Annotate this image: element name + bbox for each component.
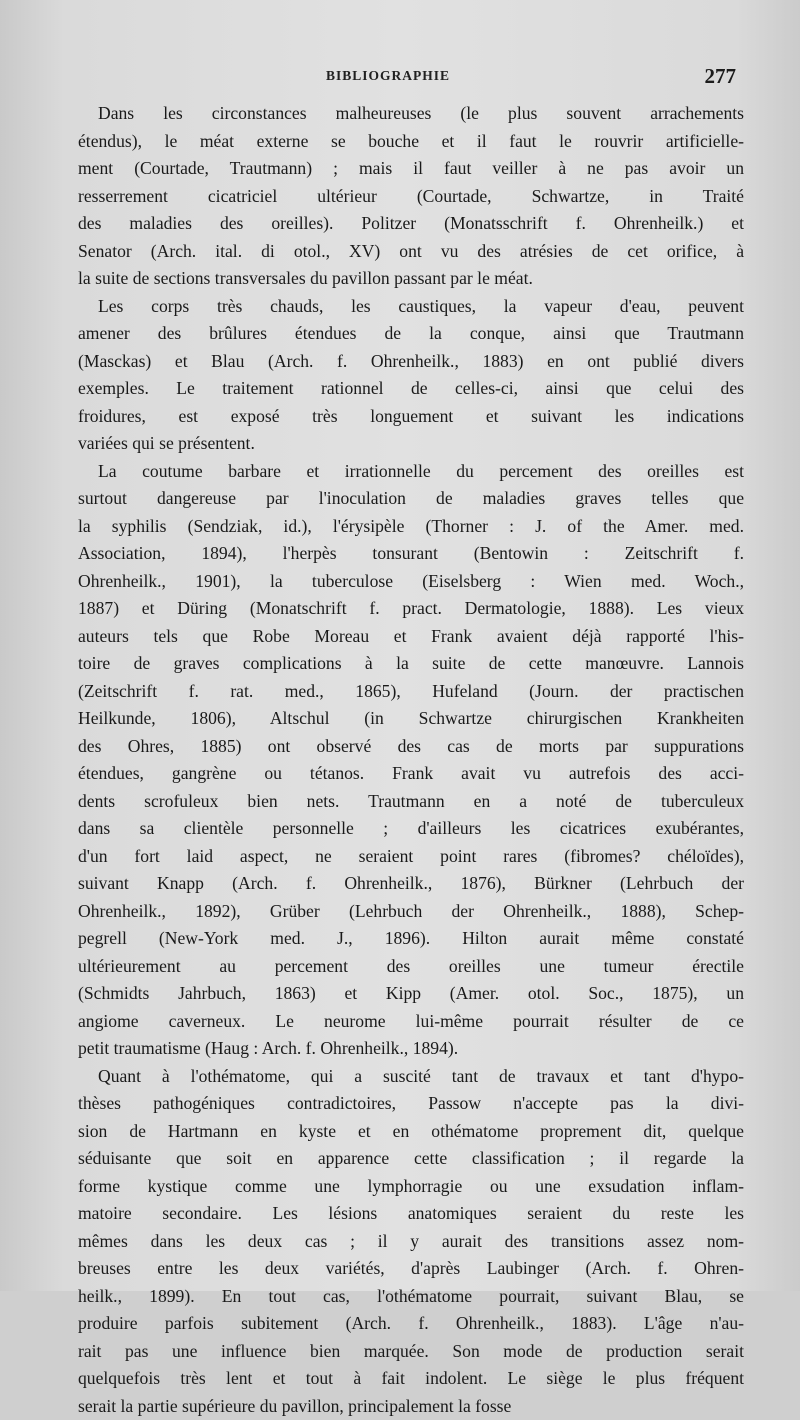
text-line: la syphilis (Sendziak, id.), l'érysipèle (Thorner : J. of the Amer. med. xyxy=(78,513,744,541)
text-line: suivant Knapp (Arch. f. Ohrenheilk., 1876), Bürkner (Lehrbuch der xyxy=(78,870,744,898)
text-line: forme kystique comme une lymphorragie ou une exsudation inflam- xyxy=(78,1173,744,1201)
text-line: (Masckas) et Blau (Arch. f. Ohrenheilk., 1883) en ont publié divers xyxy=(78,348,744,376)
text-line: serait la partie supérieure du pavillon, principalement la fosse xyxy=(78,1393,744,1420)
text-line: Association, 1894), l'herpès tonsurant (Bentowin : Zeitschrift f. xyxy=(78,540,744,568)
text-line: breuses entre les deux variétés, d'après Laubinger (Arch. f. Ohren- xyxy=(78,1255,744,1283)
text-line: dents scrofuleux bien nets. Trautmann en a noté de tuberculeux xyxy=(78,788,744,816)
text-line: ment (Courtade, Trautmann) ; mais il faut veiller à ne pas avoir un xyxy=(78,155,744,183)
text-line: d'un fort laid aspect, ne seraient point rares (fibromes? chéloïdes), xyxy=(78,843,744,871)
page-header xyxy=(80,64,740,92)
text-line: auteurs tels que Robe Moreau et Frank avaient déjà rapporté l'his- xyxy=(78,623,744,651)
running-title: BIBLIOGRAPHIE xyxy=(326,68,450,84)
text-line: Les corps très chauds, les caustiques, la vapeur d'eau, peuvent xyxy=(78,293,744,321)
text-line: pegrell (New-York med. J., 1896). Hilton aurait même constaté xyxy=(78,925,744,953)
paragraph xyxy=(78,100,744,293)
text-line: Ohrenheilk., 1901), la tuberculose (Eiselsberg : Wien med. Woch., xyxy=(78,568,744,596)
text-line: (Schmidts Jahrbuch, 1863) et Kipp (Amer. otol. Soc., 1875), un xyxy=(78,980,744,1008)
text-line: exemples. Le traitement rationnel de celles-ci, ainsi que celui des xyxy=(78,375,744,403)
text-line: ultérieurement au percement des oreilles une tumeur érectile xyxy=(78,953,744,981)
body-text xyxy=(78,100,744,1420)
text-line: la suite de sections transversales du pavillon passant par le méat. xyxy=(78,265,744,293)
text-line: étendues, gangrène ou tétanos. Frank avait vu autrefois des acci- xyxy=(78,760,744,788)
text-line: angiome caverneux. Le neurome lui-même pourrait résulter de ce xyxy=(78,1008,744,1036)
text-line: quelquefois très lent et tout à fait indolent. Le siège le plus fréquent xyxy=(78,1365,744,1393)
text-line: matoire secondaire. Les lésions anatomiques seraient du reste les xyxy=(78,1200,744,1228)
text-line: étendus), le méat externe se bouche et il faut le rouvrir artificielle- xyxy=(78,128,744,156)
text-line: petit traumatisme (Haug : Arch. f. Ohrenheilk., 1894). xyxy=(78,1035,744,1063)
text-line: thèses pathogéniques contradictoires, Passow n'accepte pas la divi- xyxy=(78,1090,744,1118)
text-line: mêmes dans les deux cas ; il y aurait des transitions assez nom- xyxy=(78,1228,744,1256)
text-line: surtout dangereuse par l'inoculation de maladies graves telles que xyxy=(78,485,744,513)
text-line: amener des brûlures étendues de la conque, ainsi que Trautmann xyxy=(78,320,744,348)
text-line: dans sa clientèle personnelle ; d'ailleurs les cicatrices exubérantes, xyxy=(78,815,744,843)
text-line: (Zeitschrift f. rat. med., 1865), Hufeland (Journ. der practischen xyxy=(78,678,744,706)
paragraph xyxy=(78,1063,744,1420)
text-line: séduisante que soit en apparence cette classification ; il regarde la xyxy=(78,1145,744,1173)
text-line: toire de graves complications à la suite de cette manœuvre. Lannois xyxy=(78,650,744,678)
text-line: produire parfois subitement (Arch. f. Ohrenheilk., 1883). L'âge n'au- xyxy=(78,1310,744,1338)
text-line: des maladies des oreilles). Politzer (Monatsschrift f. Ohrenheilk.) et xyxy=(78,210,744,238)
paragraph xyxy=(78,293,744,458)
text-line: 1887) et Düring (Monatschrift f. pract. Dermatologie, 1888). Les vieux xyxy=(78,595,744,623)
text-line: resserrement cicatriciel ultérieur (Courtade, Schwartze, in Traité xyxy=(78,183,744,211)
paragraph xyxy=(78,458,744,1063)
text-line: sion de Hartmann en kyste et en othématome proprement dit, quelque xyxy=(78,1118,744,1146)
text-line: Heilkunde, 1806), Altschul (in Schwartze chirurgischen Krankheiten xyxy=(78,705,744,733)
text-line: froidures, est exposé très longuement et suivant les indications xyxy=(78,403,744,431)
text-line: rait pas une influence bien marquée. Son mode de production serait xyxy=(78,1338,744,1366)
text-line: Ohrenheilk., 1892), Grüber (Lehrbuch der Ohrenheilk., 1888), Schep- xyxy=(78,898,744,926)
text-line: La coutume barbare et irrationnelle du percement des oreilles est xyxy=(78,458,744,486)
text-line: des Ohres, 1885) ont observé des cas de morts par suppurations xyxy=(78,733,744,761)
page-number: 277 xyxy=(705,64,737,89)
text-line: Dans les circonstances malheureuses (le plus souvent arrachements xyxy=(78,100,744,128)
text-line: Quant à l'othématome, qui a suscité tant de travaux et tant d'hypo- xyxy=(78,1063,744,1091)
text-line: Senator (Arch. ital. di otol., XV) ont vu des atrésies de cet orifice, à xyxy=(78,238,744,266)
text-line: heilk., 1899). En tout cas, l'othématome pourrait, suivant Blau, se xyxy=(78,1283,744,1311)
text-line: variées qui se présentent. xyxy=(78,430,744,458)
